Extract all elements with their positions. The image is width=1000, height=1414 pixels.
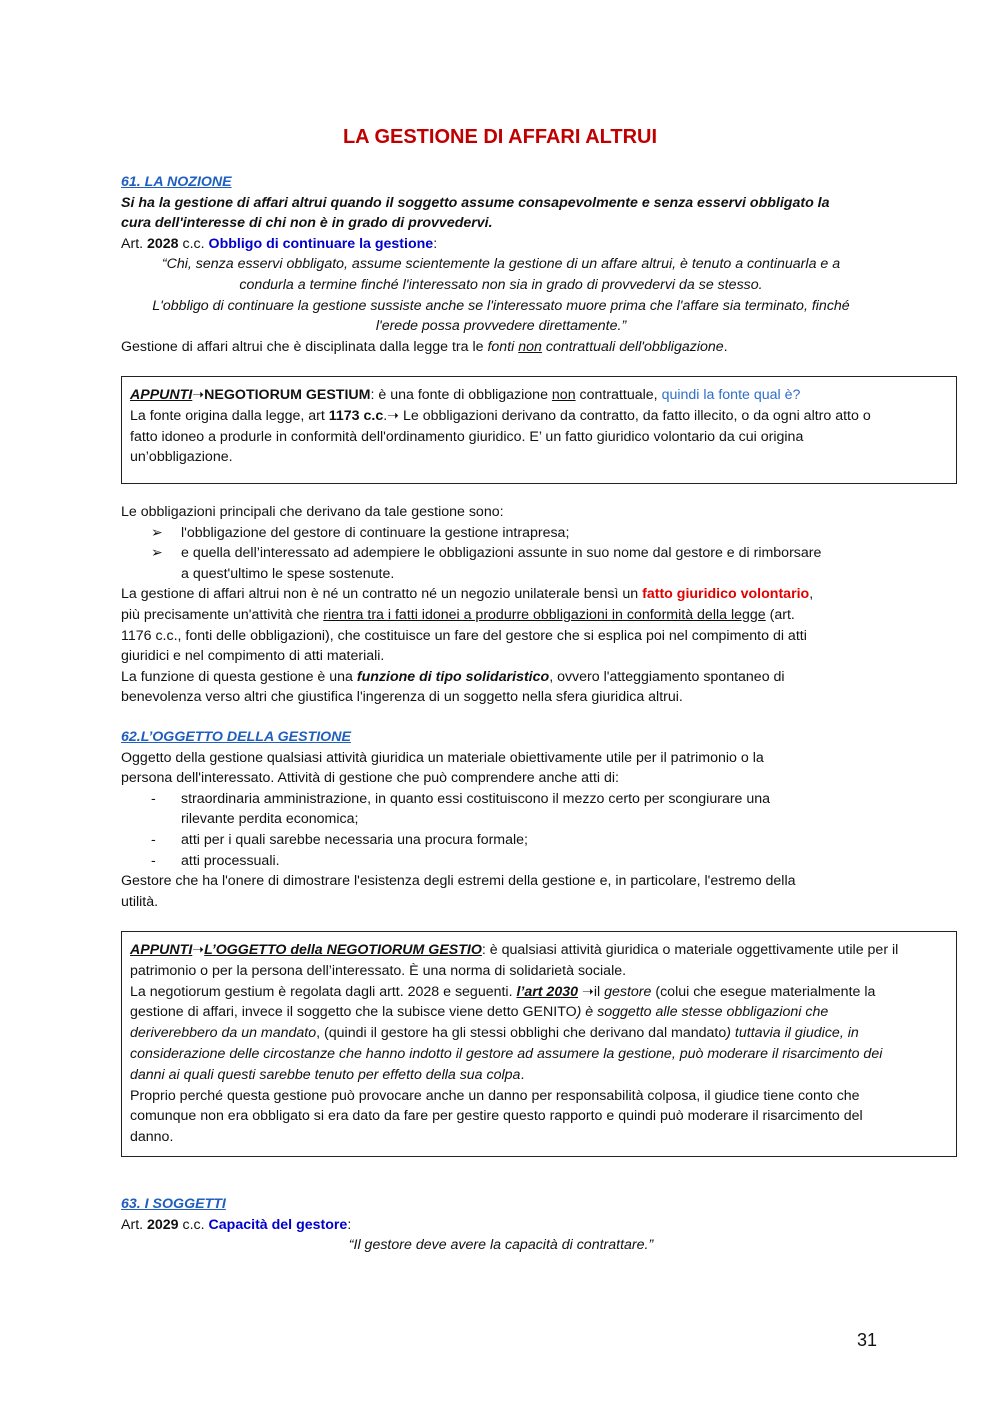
arrow-icon: ➝ xyxy=(387,407,400,424)
art-colon: : xyxy=(347,1216,352,1233)
box-label: L’OGGETTO della NEGOTIORUM GESTIO xyxy=(204,942,482,958)
article-quote: l'erede possa provvedere direttamente.” xyxy=(375,318,627,335)
box-line xyxy=(130,1002,956,1023)
fonti-paragraph xyxy=(121,337,881,358)
paragraph-line xyxy=(121,667,881,688)
box-line xyxy=(130,385,956,406)
dash-bullet: - xyxy=(151,831,156,848)
text-run: , ovvero l'atteggiamento spontaneo di xyxy=(549,668,785,685)
text-run: . xyxy=(723,338,728,355)
text-run: Le obbligazioni derivano da contratto, da fatto illecito, o da ogni altro atto o xyxy=(399,407,871,424)
box-label: NEGOTIORUM GESTIUM xyxy=(204,387,371,403)
appunti-label: APPUNTI xyxy=(130,942,193,958)
text-run: Gestione di affari altrui che è disciplinata dalla legge tra le xyxy=(121,338,488,355)
text-run: l’art 2030 xyxy=(516,983,578,1000)
text-run: La gestione di affari altrui non è né un contratto né un negozio unilaterale bensì un xyxy=(121,586,643,603)
art-number: 2029 xyxy=(147,1216,179,1233)
text-run: deriverebbero da un mandato xyxy=(130,1025,317,1042)
box-line: fatto idoneo a produrle in conformità dell'ordinamento giuridico. E’ un fatto giuridico volontario da cui origina xyxy=(130,428,804,445)
article-quote: L'obbligo di continuare la gestione sussiste anche se l'interessato muore prima che l'affare sia terminato, finché xyxy=(152,297,850,314)
article-quote: “Il gestore deve avere la capacità di contrattare.” xyxy=(348,1237,654,1254)
art-title: Capacità del gestore xyxy=(208,1216,348,1233)
text-run: (art. xyxy=(765,606,795,623)
art-title: Obbligo di continuare la gestione xyxy=(208,235,434,252)
section-63 xyxy=(121,1194,881,1256)
box-line xyxy=(130,940,956,961)
art-number: 2028 xyxy=(147,235,179,252)
paragraph-line xyxy=(121,584,881,605)
box-line xyxy=(130,1065,956,1086)
notes-box-oggetto xyxy=(121,931,957,1157)
list-text: atti processuali. xyxy=(181,852,280,869)
text-run: , (quindi il gestore ha gli stessi obblighi che derivano dal mandato xyxy=(316,1025,727,1042)
dash-bullet: - xyxy=(151,852,156,869)
text-run: : è una fonte di obbligazione xyxy=(370,387,552,403)
text-run: rientra tra i fatti idonei a produrre obbligazioni in conformità della legge xyxy=(323,606,766,623)
text-run: La fonte origina dalla legge, art xyxy=(130,407,329,424)
art-colon: : xyxy=(433,235,438,252)
text-run: danni ai quali questi sarebbe tenuto per effetto della sua colpa xyxy=(130,1066,521,1083)
article-quote: “Chi, senza esservi obbligato, assume scientemente la gestione di un affare altrui, è tenuto a continuarla e a xyxy=(161,256,841,273)
page-number: 31 xyxy=(857,1330,878,1350)
arrow-bullet-icon: ➢ xyxy=(151,545,163,562)
paragraph-line: benevolenza verso altri che giustifica l'ingerenza di un soggetto nella sfera giuridica altrui. xyxy=(121,689,683,706)
question-text: quindi la fonte qual è? xyxy=(661,387,801,403)
section-62 xyxy=(121,727,881,912)
paragraph-line: utilità. xyxy=(121,893,159,910)
box-line: considerazione delle circostanze che hanno indotto il gestore ad assumere la gestione, può moderare il risarcimento dei xyxy=(130,1045,883,1062)
definition-line: Si ha la gestione di affari altrui quando il soggetto assume consapevolmente e senza esservi obbligato la xyxy=(121,194,830,211)
box-line: Proprio perché questa gestione può provocare anche un danno per responsabilità colposa, il giudice tiene conto che xyxy=(130,1087,860,1104)
art-prefix: Art. xyxy=(121,235,148,252)
text-run: non xyxy=(518,338,542,355)
paragraph-line: 1176 c.c., fonti delle obbligazioni), che costituisce un fare del gestore che si esplica poi nel compimento di atti xyxy=(121,627,807,644)
text-run: funzione di tipo solidaristico xyxy=(356,668,550,685)
text-run: 1173 c.c xyxy=(328,407,384,424)
arrow-bullet-icon: ➢ xyxy=(151,524,163,541)
text-run: La funzione di questa gestione è una xyxy=(121,668,357,685)
text-run: , xyxy=(809,586,814,603)
text-run: : è qualsiasi attività giuridica o materiale oggettivamente utile per il xyxy=(481,942,899,958)
text-run: . xyxy=(383,407,388,424)
arrow-icon: ➝ xyxy=(192,942,205,958)
art-code: c.c. xyxy=(178,235,209,252)
art-code: c.c. xyxy=(178,1216,209,1233)
text-run: gestione di affari, invece il soggetto che la subisce viene detto GENITO xyxy=(130,1004,577,1021)
notes-box-negotiorum xyxy=(121,376,957,484)
art-prefix: Art. xyxy=(121,1216,148,1233)
box-line: danno. xyxy=(130,1129,174,1146)
paragraph-line: Gestore che ha l'onere di dimostrare l'esistenza degli estremi della gestione e, in particolare, l'estremo della xyxy=(121,873,796,890)
definition-line: cura dell'interesse di chi non è in grado di provvedervi. xyxy=(121,215,493,232)
arrow-icon: ➝ xyxy=(578,983,594,1000)
obligations-list xyxy=(121,523,881,585)
list-item xyxy=(121,523,881,544)
box-line: un’obbligazione. xyxy=(130,449,233,466)
text-run: . xyxy=(520,1066,525,1083)
text-run: ) è soggetto alle stesse obbligazioni che xyxy=(576,1004,829,1021)
section-61 xyxy=(121,172,881,357)
text-run: La negotiorum gestium è regolata dagli artt. 2028 e seguenti. xyxy=(130,983,517,1000)
list-text: e quella dell’interessato ad adempiere le obbligazioni assunte in suo nome dal gestore e di rimborsare xyxy=(181,545,822,562)
paragraph-line: persona dell'interessato. Attività di gestione che può comprendere anche atti di: xyxy=(121,770,620,787)
arrow-icon: ➝ xyxy=(192,387,205,403)
paragraph-line: giuridici e nel compimento di atti materiali. xyxy=(121,648,385,665)
text-run: più precisamente un'attività che xyxy=(121,606,324,623)
box-line xyxy=(130,982,956,1003)
section-heading-63: 63. I SOGGETTI xyxy=(121,1196,226,1212)
text-run: il xyxy=(593,983,605,1000)
list-text: l'obbligazione del gestore di continuare la gestione intrapresa; xyxy=(181,524,570,541)
list-item xyxy=(121,543,881,584)
box-line: comunque non era obbligato si era dato da fare per gestire questo rapporto e quindi può moderare il risarcimento del xyxy=(130,1108,863,1125)
list-text: a quest'ultimo le spese sostenute. xyxy=(181,565,395,582)
list-item xyxy=(121,851,881,872)
acts-list xyxy=(121,789,881,871)
list-text: rilevante perdita economica; xyxy=(181,811,359,828)
highlight-text: fatto giuridico volontario xyxy=(642,586,810,603)
obbligazioni-section xyxy=(121,502,881,708)
paragraph-line: Oggetto della gestione qualsiasi attività giuridica un materiale obiettivamente utile per il patrimonio o la xyxy=(121,749,764,766)
list-item xyxy=(121,830,881,851)
text-run: (colui che esegue materialmente la xyxy=(651,983,876,1000)
article-quote: condurla a termine finché l'interessato non sia in grado di provvedervi da se stesso. xyxy=(239,276,763,293)
text-run: contrattuali dell'obbligazione xyxy=(541,338,724,355)
list-item xyxy=(121,789,881,830)
article-reference xyxy=(121,234,881,255)
paragraph-line xyxy=(121,605,881,626)
box-line xyxy=(130,406,956,427)
text-run: contrattuale, xyxy=(575,387,662,403)
list-text: atti per i quali sarebbe necessaria una procura formale; xyxy=(181,831,528,848)
page-title: LA GESTIONE DI AFFARI ALTRUI xyxy=(342,126,658,148)
text-run: non xyxy=(551,387,576,403)
appunti-label: APPUNTI xyxy=(130,387,193,403)
section-heading-61: 61. LA NOZIONE xyxy=(121,174,232,190)
text-run: gestore xyxy=(604,983,652,1000)
text-run: fonti xyxy=(487,338,519,355)
text-run: ) tuttavia il giudice, in xyxy=(726,1025,859,1042)
article-reference xyxy=(121,1215,881,1236)
dash-bullet: - xyxy=(151,790,156,807)
section-heading-62: 62.L’OGGETTO DELLA GESTIONE xyxy=(121,729,351,745)
box-line: patrimonio o per la persona dell’interessato. È una norma di solidarietà sociale. xyxy=(130,962,627,979)
list-text: straordinaria amministrazione, in quanto essi costituiscono il mezzo certo per scongiurare una xyxy=(181,790,771,807)
intro-text: Le obbligazioni principali che derivano da tale gestione sono: xyxy=(121,504,504,520)
box-line xyxy=(130,1023,956,1044)
